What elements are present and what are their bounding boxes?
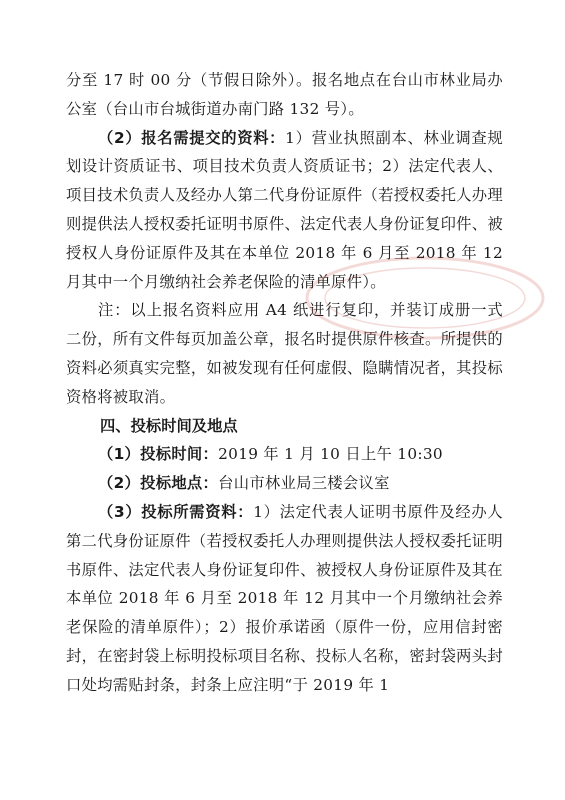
section-heading-bid-time-place: 四、投标时间及地点: [100, 416, 238, 435]
bid-time-label: （1）投标时间：: [98, 445, 219, 464]
bid-materials-text: 1）法定代表人证明书原件及经办人第二代身份证原件（若授权委托人办理则提供法人授权委托证明书原件、法定代表人身份证复印件、被授权人身份证原件及其在本单位 2018 年 6 月至 2018 年 12 月其中一个月缴纳社会养老保险的清单原件）；2）报价承诺函（原件一份，应用信封密封，在密封袋上标明投标项目名称、投标人名称，密封袋两头封口处均需贴封条，封条上应注明“于 2019 年 1: [66, 502, 503, 694]
item-bid-time: [66, 440, 503, 469]
materials-text: 1）营业执照副本、林业调查规划设计资质证书、项目技术负责人资质证书；2）法定代表人、项目技术负责人及经办人第二代身份证原件（若授权委托人办理则提供法人授权委托证明书原件、法定代表人身份证复印件、被授权人身份证原件及其在本单位 2018 年 6 月至 2018 年 12 月其中一个月缴纳社会养老保险的清单原件）。: [66, 128, 504, 291]
materials-label: （2）报名需提交的资料：: [98, 128, 286, 147]
paragraph-registration-time: 分至 17 时 00 分（节假日除外）。报名地点在台山市林业局办公室（台山市台城街道办南门路 132 号）。: [66, 71, 503, 118]
paragraph-required-materials: [66, 124, 503, 297]
bid-place-value: 台山市林业局三楼会议室: [218, 474, 390, 493]
bid-time-value: 2019 年 1 月 10 日上午 10:30: [218, 445, 443, 464]
item-bid-place: [66, 469, 503, 498]
paragraph-note: 注：以上报名资料应用 A4 纸进行复印，并装订成册一式二份，所有文件每页加盖公章，报名时提供原件核查。所提供的资料必须真实完整，如被发现有任何虚假、隐瞒情况者，其投标资格将被取消。: [66, 301, 503, 406]
item-bid-materials: [66, 498, 503, 700]
bid-place-label: （2）投标地点：: [98, 474, 219, 493]
bid-materials-label: （3）投标所需资料：: [98, 502, 254, 521]
